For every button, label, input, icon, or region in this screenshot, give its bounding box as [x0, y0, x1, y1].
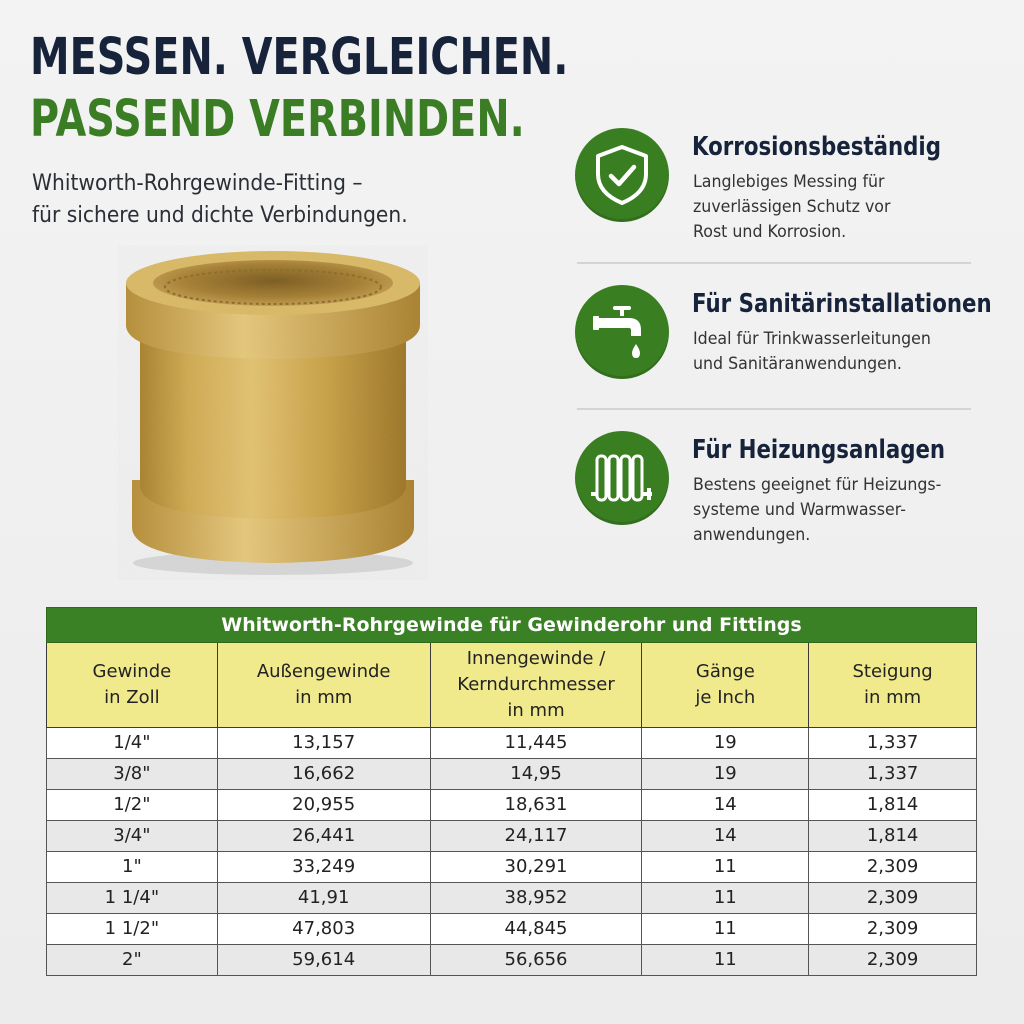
column-header: Außengewinde in mm	[217, 643, 430, 728]
table-cell: 59,614	[217, 945, 430, 976]
table-cell: 33,249	[217, 852, 430, 883]
table-cell: 13,157	[217, 728, 430, 759]
table-cell: 1 1/4"	[47, 883, 218, 914]
headline-line-2: PASSEND VERBINDEN.	[30, 90, 525, 149]
table-header-row	[47, 643, 977, 728]
table-cell: 1/2"	[47, 790, 218, 821]
table-cell: 2,309	[809, 914, 977, 945]
feature-sanitary	[575, 285, 992, 385]
table-cell: 2,309	[809, 852, 977, 883]
headline-line-1: MESSEN. VERGLEICHEN.	[30, 28, 569, 87]
column-header: Steigung in mm	[809, 643, 977, 728]
table-cell: 1"	[47, 852, 218, 883]
table-cell: 18,631	[430, 790, 642, 821]
table-cell: 11,445	[430, 728, 642, 759]
column-header: Innengewinde / Kerndurchmesser in mm	[430, 643, 642, 728]
table-cell: 2,309	[809, 883, 977, 914]
table-cell: 1,814	[809, 790, 977, 821]
feature-desc: Ideal für Trinkwasserleitungen und Sanitäranwendungen.	[693, 329, 931, 374]
thread-spec-table	[46, 607, 977, 976]
table-cell: 11	[642, 883, 809, 914]
feature-desc: Langlebiges Messing für zuverlässigen Schutz vor Rost und Korrosion.	[693, 172, 891, 242]
table-cell: 11	[642, 914, 809, 945]
table-cell: 1,337	[809, 759, 977, 790]
feature-heating	[575, 431, 975, 551]
column-header: Gänge je Inch	[642, 643, 809, 728]
table-cell: 16,662	[217, 759, 430, 790]
table-cell: 19	[642, 759, 809, 790]
table-cell: 30,291	[430, 852, 642, 883]
column-header: Gewinde in Zoll	[47, 643, 218, 728]
table-cell: 1/4"	[47, 728, 218, 759]
feature-title: Für Heizungsanlagen	[692, 435, 946, 465]
table-cell: 3/4"	[47, 821, 218, 852]
table-row	[47, 883, 977, 914]
table-row	[47, 728, 977, 759]
radiator-icon	[575, 431, 669, 525]
table-row	[47, 821, 977, 852]
table-caption: Whitworth-Rohrgewinde für Gewinderohr und Fittings	[47, 608, 977, 643]
table-row	[47, 790, 977, 821]
faucet-icon	[575, 285, 669, 379]
table-cell: 44,845	[430, 914, 642, 945]
table-cell: 19	[642, 728, 809, 759]
table-cell: 14	[642, 790, 809, 821]
table-cell: 1,814	[809, 821, 977, 852]
table-cell: 20,955	[217, 790, 430, 821]
table-cell: 14	[642, 821, 809, 852]
table-cell: 11	[642, 945, 809, 976]
feature-title: Korrosionsbeständig	[692, 132, 941, 162]
table-cell: 41,91	[217, 883, 430, 914]
table-row	[47, 914, 977, 945]
table-cell: 24,117	[430, 821, 642, 852]
table-cell: 38,952	[430, 883, 642, 914]
feature-title: Für Sanitärinstallationen	[692, 289, 992, 319]
table-row	[47, 945, 977, 976]
headline	[30, 30, 568, 148]
table-cell: 56,656	[430, 945, 642, 976]
table-row	[47, 852, 977, 883]
divider	[577, 408, 971, 410]
table-cell: 1,337	[809, 728, 977, 759]
table-cell: 14,95	[430, 759, 642, 790]
shield-check-icon	[575, 128, 669, 222]
subtitle: Whitworth-Rohrgewinde-Fitting – für sichere und dichte Verbindungen.	[32, 171, 408, 228]
brass-coupling-image	[118, 245, 428, 580]
table-cell: 3/8"	[47, 759, 218, 790]
table-cell: 26,441	[217, 821, 430, 852]
divider	[577, 262, 971, 264]
table-cell: 47,803	[217, 914, 430, 945]
table-cell: 2"	[47, 945, 218, 976]
feature-corrosion	[575, 128, 975, 242]
table-row	[47, 759, 977, 790]
table-cell: 2,309	[809, 945, 977, 976]
table-cell: 1 1/2"	[47, 914, 218, 945]
table-caption-row	[47, 608, 977, 643]
feature-desc: Bestens geeignet für Heizungs- systeme und Warmwasser- anwendungen.	[693, 475, 942, 545]
table-cell: 11	[642, 852, 809, 883]
